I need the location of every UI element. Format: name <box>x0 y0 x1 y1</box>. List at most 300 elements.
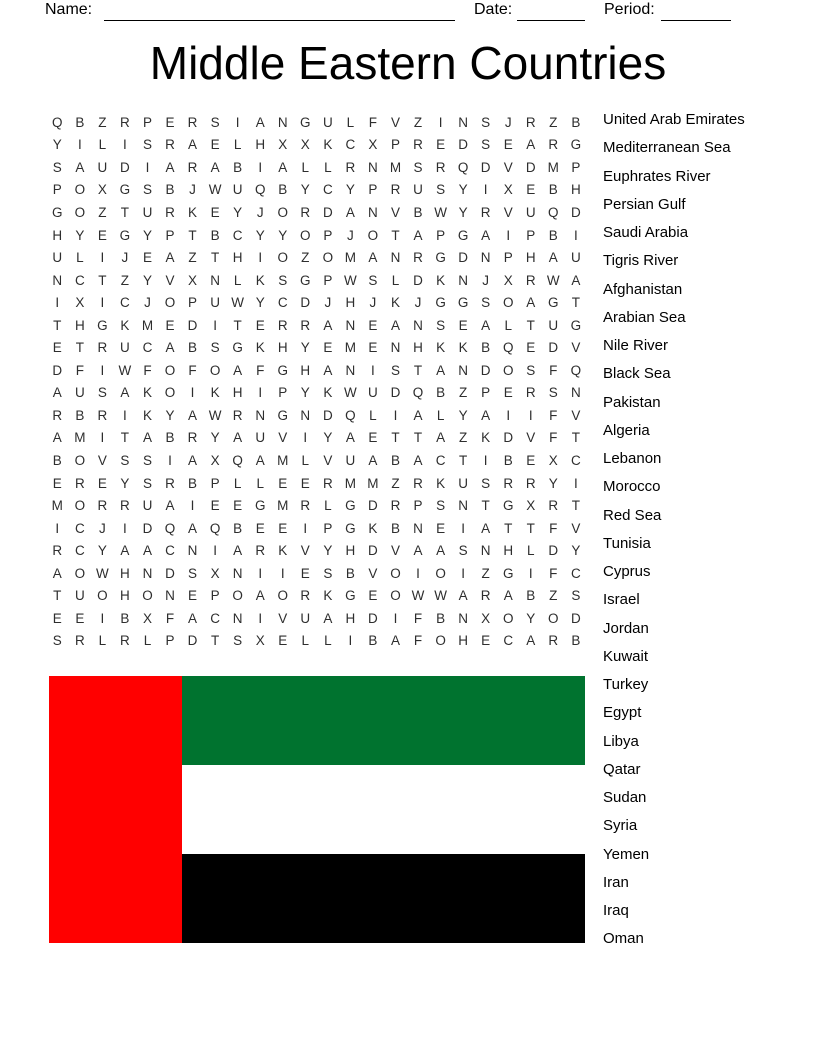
grid-letter: T <box>233 317 242 333</box>
grid-letter: E <box>255 520 265 536</box>
grid-letter: L <box>324 159 332 175</box>
grid-letter: D <box>368 498 378 514</box>
grid-letter: A <box>188 520 198 536</box>
grid-letter: E <box>503 137 513 153</box>
grid-letter: I <box>123 520 127 536</box>
grid-letter: E <box>165 317 175 333</box>
grid-letter: D <box>570 610 581 626</box>
grid-letter: X <box>548 452 558 468</box>
grid-letter: E <box>503 385 513 401</box>
grid-letter: A <box>548 250 558 266</box>
grid-letter: G <box>502 498 514 514</box>
grid-letter: P <box>413 498 423 514</box>
grid-letter: X <box>481 610 491 626</box>
grid-letter: S <box>548 385 558 401</box>
grid-letter: I <box>461 565 465 581</box>
grid-letter: R <box>97 498 108 514</box>
grid-letter: W <box>208 407 222 423</box>
grid-letter: U <box>255 430 266 446</box>
grid-letter: S <box>52 159 62 175</box>
grid-letter: N <box>210 272 220 288</box>
grid-letter: P <box>323 227 333 243</box>
grid-letter: Y <box>571 543 581 559</box>
grid-letter: G <box>254 498 266 514</box>
grid-letter: R <box>74 475 85 491</box>
grid-letter: P <box>165 633 175 649</box>
grid-letter: V <box>390 204 400 220</box>
grid-letter: E <box>52 610 62 626</box>
word-list-item: Nile River <box>603 337 669 354</box>
grid-letter: A <box>233 543 243 559</box>
grid-letter: F <box>549 407 558 423</box>
grid-letter: K <box>368 520 378 536</box>
name-field-label: Name: <box>45 1 93 18</box>
grid-letter: L <box>527 543 535 559</box>
grid-letter: K <box>278 543 288 559</box>
grid-letter: K <box>255 272 265 288</box>
grid-letter: I <box>55 295 60 311</box>
grid-letter: S <box>571 588 581 604</box>
grid-letter: A <box>165 498 175 514</box>
grid-letter: R <box>120 114 130 130</box>
grid-letter: G <box>570 317 582 333</box>
word-list-item: Syria <box>603 817 638 835</box>
grid-letter: R <box>525 385 536 401</box>
grid-letter: A <box>255 588 265 604</box>
grid-letter: C <box>74 272 85 288</box>
grid-letter: A <box>323 362 333 378</box>
grid-letter: R <box>52 543 63 559</box>
grid-letter: A <box>323 610 333 626</box>
grid-letter: U <box>142 498 153 514</box>
grid-letter: R <box>413 250 423 266</box>
grid-letter: I <box>258 385 263 401</box>
grid-letter: G <box>119 182 131 198</box>
grid-letter: Q <box>164 520 176 536</box>
grid-letter: H <box>120 588 130 604</box>
grid-letter: G <box>277 407 288 423</box>
grid-letter: Q <box>232 452 243 468</box>
grid-letter: I <box>190 385 195 401</box>
grid-letter: L <box>233 272 242 288</box>
grid-letter: E <box>97 475 107 491</box>
grid-letter: G <box>277 362 288 378</box>
grid-letter: I <box>506 407 511 423</box>
grid-letter: A <box>458 588 468 604</box>
grid-letter: A <box>413 407 423 423</box>
grid-letter: N <box>458 114 468 130</box>
grid-letter: X <box>368 137 378 153</box>
grid-letter: Q <box>345 407 356 423</box>
grid-letter: E <box>210 204 220 220</box>
date-fill-line[interactable] <box>517 3 585 21</box>
grid-letter: Y <box>120 475 130 491</box>
grid-letter: L <box>346 114 355 130</box>
grid-letter: R <box>345 159 356 175</box>
grid-letter: E <box>436 137 446 153</box>
grid-letter: Y <box>142 227 152 243</box>
grid-letter: R <box>300 498 311 514</box>
grid-letter: K <box>436 272 446 288</box>
grid-letter: S <box>436 498 446 514</box>
grid-letter: Y <box>210 430 220 446</box>
grid-letter: P <box>323 520 333 536</box>
grid-letter: R <box>97 340 108 356</box>
wordsearch-grid <box>46 111 587 652</box>
grid-letter: M <box>277 498 289 514</box>
word-list-item: Pakistan <box>603 393 661 411</box>
grid-letter: Z <box>549 588 558 604</box>
grid-letter: A <box>52 430 62 446</box>
grid-letter: O <box>232 588 243 604</box>
grid-letter: T <box>458 452 468 468</box>
grid-letter: G <box>457 295 469 311</box>
grid-letter: H <box>525 250 536 266</box>
grid-letter: H <box>277 340 288 356</box>
grid-letter: T <box>53 317 62 333</box>
word-list-item: Turkey <box>603 676 649 693</box>
flag-red-stripe <box>49 676 182 943</box>
grid-letter: V <box>278 610 288 626</box>
grid-letter: E <box>323 340 333 356</box>
grid-letter: E <box>233 498 243 514</box>
grid-letter: K <box>142 407 152 423</box>
grid-letter: B <box>188 340 198 356</box>
grid-letter: Q <box>254 182 266 198</box>
grid-letter: O <box>367 227 379 243</box>
grid-letter: R <box>74 633 85 649</box>
grid-letter: E <box>278 520 288 536</box>
grid-letter: I <box>461 520 465 536</box>
grid-letter: V <box>571 520 581 536</box>
grid-letter: A <box>436 430 446 446</box>
grid-letter: D <box>165 565 175 581</box>
grid-letter: E <box>458 317 468 333</box>
grid-letter: I <box>100 295 105 311</box>
grid-letter: R <box>120 633 130 649</box>
grid-letter: I <box>168 452 172 468</box>
grid-letter: O <box>209 362 221 378</box>
grid-letter: E <box>97 227 107 243</box>
grid-letter: Z <box>458 430 468 446</box>
grid-letter: T <box>413 362 423 378</box>
grid-letter: R <box>390 498 401 514</box>
grid-letter: W <box>231 295 245 311</box>
grid-letter: V <box>390 543 400 559</box>
grid-letter: D <box>142 520 153 536</box>
grid-letter: N <box>458 272 468 288</box>
grid-letter: V <box>526 430 536 446</box>
grid-letter: X <box>503 182 513 198</box>
grid-letter: Y <box>255 227 265 243</box>
grid-letter: K <box>323 137 333 153</box>
grid-letter: F <box>75 362 84 378</box>
grid-letter: B <box>165 430 175 446</box>
grid-letter: R <box>548 498 559 514</box>
grid-letter: F <box>256 362 265 378</box>
grid-letter: E <box>278 633 288 649</box>
grid-letter: I <box>100 362 105 378</box>
grid-letter: C <box>165 543 175 559</box>
grid-letter: I <box>280 565 285 581</box>
grid-letter: O <box>164 295 176 311</box>
grid-letter: A <box>345 204 355 220</box>
grid-letter: J <box>482 272 490 288</box>
grid-letter: F <box>143 362 152 378</box>
grid-letter: Z <box>481 565 490 581</box>
grid-letter: P <box>481 385 491 401</box>
grid-letter: A <box>165 340 175 356</box>
grid-letter: D <box>120 159 130 175</box>
grid-letter: I <box>123 407 127 423</box>
grid-letter: O <box>97 588 108 604</box>
grid-letter: T <box>53 588 62 604</box>
grid-letter: I <box>258 565 263 581</box>
grid-letter: D <box>322 407 333 423</box>
grid-letter: B <box>233 520 243 536</box>
grid-letter: Y <box>526 610 536 626</box>
period-fill-line[interactable] <box>661 3 731 21</box>
grid-letter: A <box>233 430 243 446</box>
flag-black-stripe <box>182 854 585 943</box>
grid-letter: A <box>481 520 491 536</box>
grid-letter: L <box>76 250 84 266</box>
grid-letter: Y <box>458 204 468 220</box>
grid-letter: M <box>344 250 356 266</box>
grid-letter: S <box>436 317 446 333</box>
grid-letter: S <box>142 475 152 491</box>
grid-letter: E <box>368 588 378 604</box>
grid-letter: J <box>504 114 512 130</box>
grid-letter: Z <box>549 114 558 130</box>
word-list-item: Morocco <box>603 478 661 496</box>
grid-letter: U <box>300 610 311 626</box>
grid-letter: B <box>548 227 558 243</box>
grid-letter: R <box>435 159 446 175</box>
grid-letter: V <box>571 407 581 423</box>
grid-letter: D <box>548 543 559 559</box>
grid-letter: R <box>120 498 130 514</box>
grid-letter: R <box>52 407 63 423</box>
grid-letter: X <box>97 182 107 198</box>
grid-letter: Q <box>52 114 63 130</box>
grid-letter: Y <box>300 182 310 198</box>
grid-letter: D <box>300 295 311 311</box>
page-title: Middle Eastern Countries <box>149 37 667 89</box>
grid-letter: B <box>210 227 220 243</box>
grid-letter: G <box>457 227 469 243</box>
grid-letter: G <box>345 588 356 604</box>
grid-letter: F <box>368 114 378 130</box>
grid-letter: L <box>504 317 512 333</box>
grid-letter: V <box>368 565 378 581</box>
grid-letter: T <box>120 204 130 220</box>
grid-letter: W <box>118 362 132 378</box>
grid-letter: O <box>277 250 288 266</box>
name-fill-line[interactable] <box>104 3 455 21</box>
grid-letter: R <box>300 317 311 333</box>
grid-letter: Y <box>300 385 310 401</box>
grid-letter: R <box>165 137 175 153</box>
grid-letter: S <box>368 272 378 288</box>
grid-letter: S <box>97 385 107 401</box>
grid-letter: I <box>416 565 420 581</box>
grid-letter: X <box>278 137 288 153</box>
word-list-item: Oman <box>603 930 644 948</box>
grid-letter: O <box>142 588 153 604</box>
grid-letter: Q <box>548 204 559 220</box>
grid-letter: Y <box>75 227 85 243</box>
grid-letter: Q <box>412 385 424 401</box>
grid-letter: K <box>458 340 468 356</box>
grid-letter: B <box>278 182 288 198</box>
grid-letter: B <box>75 407 85 423</box>
grid-letter: B <box>188 475 198 491</box>
word-list-item: Iraq <box>603 902 629 919</box>
grid-letter: X <box>188 272 198 288</box>
grid-letter: P <box>526 227 536 243</box>
grid-letter: A <box>436 543 446 559</box>
grid-letter: Z <box>188 250 197 266</box>
grid-letter: N <box>345 317 356 333</box>
grid-letter: C <box>232 227 243 243</box>
grid-letter: B <box>571 633 581 649</box>
grid-letter: P <box>210 475 220 491</box>
grid-letter: A <box>436 362 446 378</box>
grid-letter: W <box>344 272 357 288</box>
grid-letter: N <box>368 159 378 175</box>
grid-letter: X <box>300 137 310 153</box>
grid-letter: M <box>141 317 154 333</box>
grid-letter: P <box>278 385 288 401</box>
grid-letter: K <box>436 475 446 491</box>
grid-letter: N <box>480 250 491 266</box>
grid-letter: Q <box>570 362 582 378</box>
grid-letter: D <box>322 204 333 220</box>
grid-letter: A <box>503 588 513 604</box>
grid-letter: O <box>502 610 514 626</box>
grid-letter: Y <box>52 137 62 153</box>
grid-letter: L <box>98 633 107 649</box>
grid-letter: U <box>142 204 153 220</box>
grid-letter: N <box>232 610 243 626</box>
grid-letter: A <box>390 317 400 333</box>
grid-letter: O <box>74 565 86 581</box>
grid-letter: X <box>210 452 220 468</box>
grid-letter: R <box>548 137 559 153</box>
grid-letter: B <box>233 159 243 175</box>
grid-letter: M <box>367 475 379 491</box>
grid-letter: G <box>345 498 356 514</box>
grid-letter: H <box>255 137 266 153</box>
grid-letter: T <box>481 498 490 514</box>
grid-letter: L <box>436 407 445 423</box>
grid-letter: A <box>413 452 423 468</box>
grid-letter: H <box>52 227 63 243</box>
grid-letter: I <box>573 475 578 491</box>
grid-letter: S <box>390 362 400 378</box>
grid-letter: I <box>303 430 308 446</box>
grid-letter: H <box>345 543 356 559</box>
grid-letter: Y <box>548 475 558 491</box>
grid-letter: V <box>278 430 288 446</box>
grid-letter: R <box>480 588 491 604</box>
grid-letter: E <box>165 114 175 130</box>
grid-letter: O <box>390 565 401 581</box>
grid-letter: D <box>187 633 198 649</box>
grid-letter: E <box>526 452 536 468</box>
grid-letter: I <box>528 565 533 581</box>
grid-letter: X <box>255 633 265 649</box>
grid-letter: O <box>164 385 176 401</box>
grid-letter: M <box>547 159 559 175</box>
grid-letter: E <box>75 610 85 626</box>
grid-letter: C <box>345 137 356 153</box>
word-list-item: Algeria <box>603 421 650 439</box>
grid-letter: F <box>165 610 175 626</box>
grid-letter: R <box>548 633 559 649</box>
grid-letter: R <box>525 114 536 130</box>
grid-letter: N <box>142 565 153 581</box>
grid-letter: C <box>435 452 446 468</box>
grid-letter: P <box>210 588 220 604</box>
grid-letter: F <box>549 520 558 536</box>
grid-letter: P <box>390 137 400 153</box>
grid-letter: R <box>322 475 333 491</box>
grid-letter: B <box>345 565 355 581</box>
grid-letter: C <box>210 610 220 626</box>
grid-letter: A <box>120 543 130 559</box>
word-list-item: Cyprus <box>603 563 651 580</box>
grid-letter: A <box>142 543 152 559</box>
grid-letter: N <box>413 317 423 333</box>
grid-letter: L <box>301 633 310 649</box>
grid-letter: J <box>189 182 196 198</box>
grid-letter: Y <box>323 543 333 559</box>
grid-letter: M <box>344 340 356 356</box>
word-list-item: Red Sea <box>603 506 662 524</box>
grid-letter: K <box>323 385 333 401</box>
grid-letter: O <box>74 204 86 220</box>
grid-letter: B <box>436 385 446 401</box>
grid-letter: L <box>301 159 310 175</box>
grid-letter: B <box>548 182 558 198</box>
word-list-item: Lebanon <box>603 450 662 467</box>
grid-letter: S <box>210 114 220 130</box>
grid-letter: I <box>438 114 443 130</box>
grid-letter: T <box>571 295 580 311</box>
grid-letter: A <box>368 250 378 266</box>
grid-letter: M <box>51 498 63 514</box>
grid-letter: O <box>322 250 334 266</box>
grid-letter: A <box>188 137 198 153</box>
grid-letter: Z <box>301 250 310 266</box>
word-list-item: Black Sea <box>603 365 671 383</box>
grid-letter: O <box>74 182 86 198</box>
grid-letter: I <box>506 227 511 243</box>
grid-letter: S <box>120 452 130 468</box>
grid-letter: A <box>390 633 400 649</box>
grid-letter: A <box>413 227 423 243</box>
grid-letter: V <box>390 114 400 130</box>
grid-letter: U <box>120 340 130 356</box>
grid-letter: H <box>74 317 85 333</box>
grid-letter: I <box>483 452 488 468</box>
grid-letter: N <box>255 407 266 423</box>
grid-letter: D <box>480 159 491 175</box>
grid-letter: P <box>571 159 581 175</box>
grid-letter: D <box>458 137 468 153</box>
